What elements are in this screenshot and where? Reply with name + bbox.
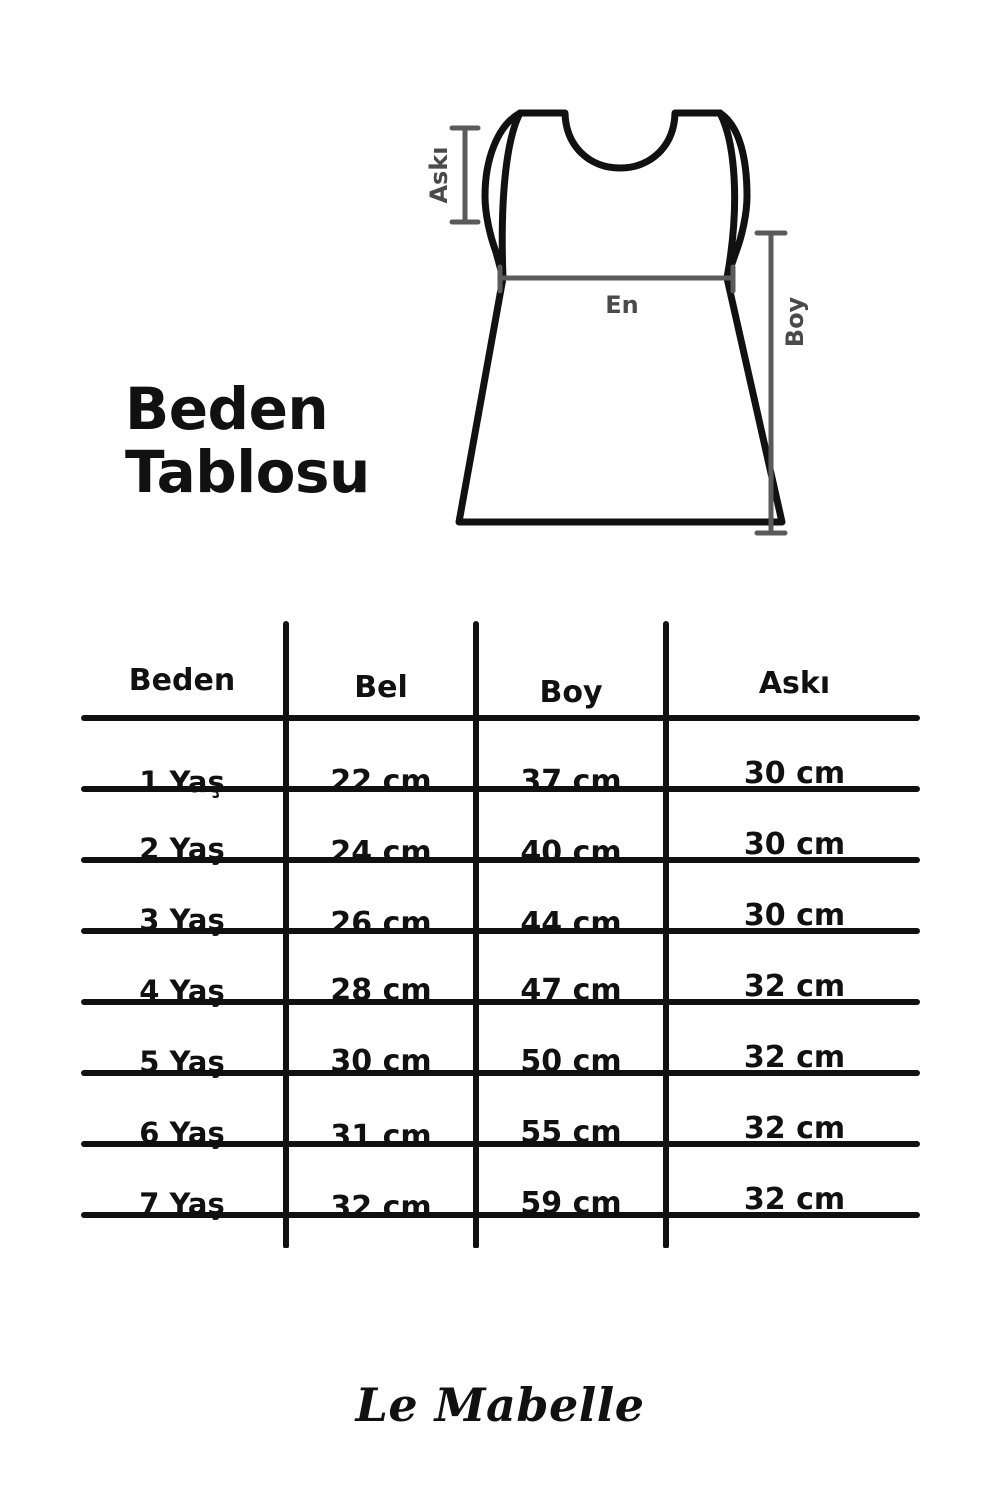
column-header-aski: Askı: [758, 665, 831, 701]
page-title-line-1: Beden: [125, 375, 329, 443]
size-table-content: [78, 618, 923, 1239]
cell-aski: 32 cm: [743, 969, 846, 1004]
cell-beden: 3 Yaş: [139, 902, 225, 937]
table-row: [78, 1168, 923, 1239]
cell-boy: 50 cm: [520, 1044, 622, 1079]
table-body: [78, 742, 923, 1239]
cell-beden: 6 Yaş: [139, 1115, 225, 1150]
dimension-boy: [757, 233, 785, 533]
table-row: [78, 1097, 923, 1168]
table-row: [78, 742, 923, 813]
cell-boy: 40 cm: [520, 835, 622, 870]
cell-bel: 32 cm: [330, 1190, 432, 1225]
cell-bel: 22 cm: [330, 764, 432, 799]
dimension-label-en: En: [605, 291, 639, 319]
cell-boy: 59 cm: [520, 1186, 622, 1221]
dimension-label-boy: Boy: [781, 296, 809, 348]
column-header-bel: Bel: [354, 669, 408, 705]
cell-bel: 30 cm: [330, 1044, 432, 1079]
cell-beden: 5 Yaş: [139, 1044, 225, 1079]
cell-boy: 55 cm: [520, 1115, 622, 1150]
cell-aski: 32 cm: [743, 1111, 846, 1146]
cell-bel: 28 cm: [330, 973, 432, 1008]
cell-boy: 37 cm: [520, 764, 622, 799]
table-header: [78, 618, 923, 742]
cell-bel: 31 cm: [330, 1119, 432, 1154]
cell-boy: 47 cm: [520, 973, 622, 1008]
column-header-boy: Boy: [539, 674, 603, 710]
cell-aski: 30 cm: [743, 827, 846, 862]
cell-aski: 30 cm: [743, 756, 846, 791]
cell-aski: 32 cm: [743, 1040, 846, 1075]
page-title: [125, 375, 455, 506]
table-row: [78, 884, 923, 955]
cell-aski: 30 cm: [743, 898, 846, 933]
page-title-line-2: Tablosu: [125, 437, 370, 506]
table-header-row: [78, 618, 923, 742]
cell-beden: 2 Yaş: [139, 831, 225, 866]
table-row: [78, 813, 923, 884]
cell-bel: 26 cm: [330, 906, 432, 941]
brand-logo: Le Mabelle: [355, 1378, 645, 1432]
cell-beden: 4 Yaş: [139, 973, 225, 1008]
cell-aski: 32 cm: [743, 1182, 846, 1217]
dimension-aski: [452, 128, 478, 222]
table-row: [78, 1026, 923, 1097]
dimension-label-aski: Askı: [425, 146, 453, 204]
size-table: [78, 618, 923, 1248]
cell-boy: 44 cm: [520, 906, 622, 941]
cell-beden: 1 Yaş: [139, 764, 225, 799]
column-header-beden: Beden: [128, 662, 236, 698]
cell-beden: 7 Yaş: [139, 1186, 225, 1221]
table-row: [78, 955, 923, 1026]
cell-bel: 24 cm: [330, 835, 432, 870]
dimension-en: [500, 267, 733, 291]
